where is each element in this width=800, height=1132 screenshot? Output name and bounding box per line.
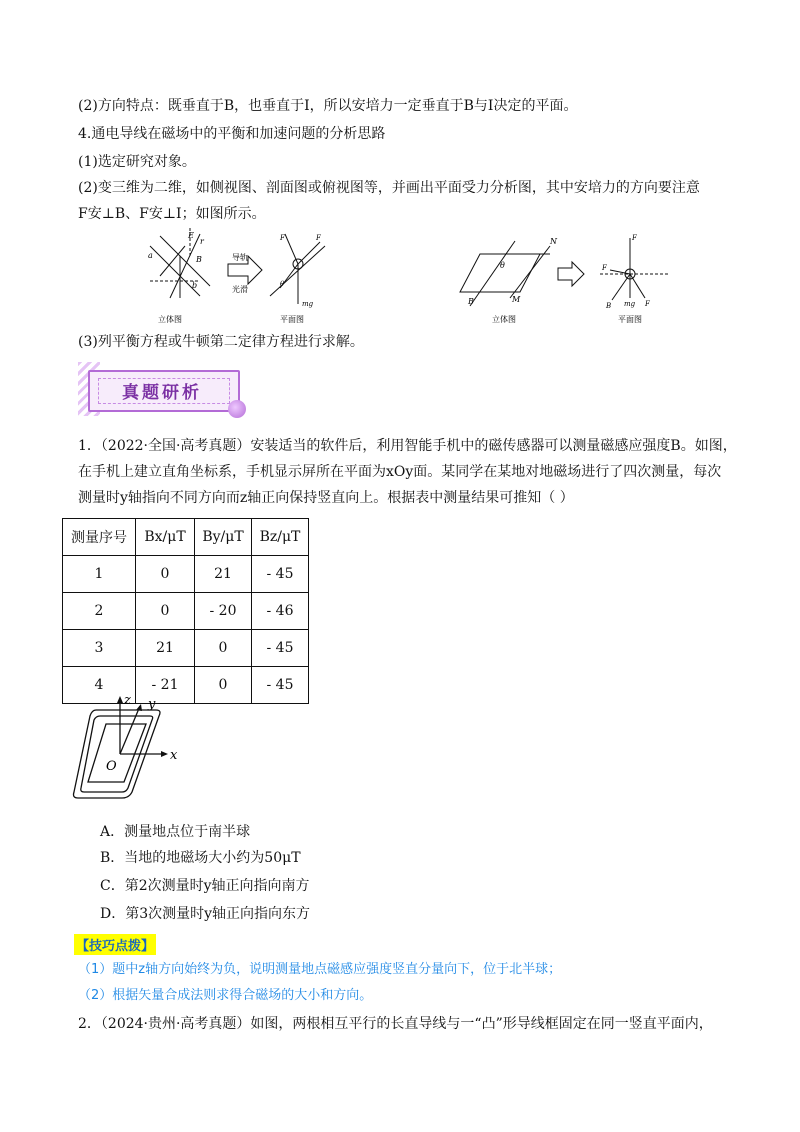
fig1-arrow-label-bottom: 光滑 [232, 285, 248, 294]
option-d: D．第3次测量时y轴正向指向东方 [100, 906, 311, 922]
table-cell: 1 [63, 556, 136, 593]
option-c: C．第2次测量时y轴正向指向南方 [100, 878, 310, 894]
table-cell: 21 [195, 556, 252, 593]
table-cell: 2 [63, 593, 136, 630]
banner-dot [228, 400, 246, 418]
table-cell: - 21 [136, 667, 195, 704]
svg-text:F: F [316, 234, 321, 242]
fig1-arrow-label-top: 导轨 [232, 253, 248, 262]
section-banner [78, 362, 246, 418]
table-header-row [63, 519, 309, 556]
svg-text:M: M [512, 295, 521, 304]
table-header: Bx/μT [136, 519, 195, 556]
phone-axes-diagram [66, 694, 196, 806]
axis-label-y: y [148, 697, 156, 712]
option-a: A．测量地点位于南半球 [100, 824, 251, 840]
force-analysis-figures [140, 226, 680, 326]
table-cell: 0 [195, 630, 252, 667]
svg-text:F: F [602, 264, 607, 272]
axis-label-o: O [106, 759, 117, 774]
svg-text:r: r [200, 237, 204, 246]
table-cell: - 20 [195, 593, 252, 630]
svg-text:F: F [645, 300, 650, 308]
tip-tag: 【技巧点拨】 [74, 934, 156, 955]
table-cell: 0 [136, 593, 195, 630]
body-line-2: 4.通电导线在磁场中的平衡和加速问题的分析思路 [78, 126, 386, 142]
table-cell: 21 [136, 630, 195, 667]
table-cell: - 46 [252, 593, 309, 630]
option-b: B．当地的地磁场大小约为50μT [100, 850, 301, 866]
body-line-3: (1)选定研究对象。 [78, 154, 196, 170]
q2-stem-1: 2．（2024·贵州·高考真题）如图，两根相互平行的长直导线与一“凸”形导线框固定在同一竖直平面内， [78, 1016, 713, 1032]
body-line-1: (2)方向特点：既垂直于B，也垂直于I，所以安培力一定垂直于B与I决定的平面。 [78, 98, 578, 114]
hollow-arrow-icon-2 [558, 262, 584, 286]
table-cell: 0 [136, 556, 195, 593]
svg-text:θ: θ [280, 280, 285, 288]
body-line-4: (2)变三维为二维，如侧视图、剖面图或俯视图等，并画出平面受力分析图，其中安培力的方向要注意 [78, 180, 700, 196]
table-cell: - 45 [252, 630, 309, 667]
banner-title: 真题研析 [122, 383, 202, 403]
table-row [63, 593, 309, 630]
table-cell: - 45 [252, 556, 309, 593]
table-row [63, 630, 309, 667]
table-cell: 0 [195, 667, 252, 704]
fig2-caption-left: 立体图 [492, 315, 516, 324]
table-header: 测量序号 [63, 519, 136, 556]
fig1-caption-right: 平面图 [280, 315, 304, 324]
table-cell: - 45 [252, 667, 309, 704]
svg-text:B: B [468, 297, 474, 306]
q1-stem-3: 测量时y轴指向不同方向而z轴正向保持竖直向上。根据表中测量结果可推知（ ） [78, 490, 574, 506]
svg-text:B: B [606, 302, 612, 310]
table-cell: 3 [63, 630, 136, 667]
svg-text:mg: mg [624, 300, 636, 308]
axis-label-z: z [124, 694, 131, 708]
plane-diagram-2 [600, 238, 670, 300]
body-line-5: F安⊥B、F安⊥I；如图所示。 [78, 206, 266, 222]
tip-line-1: （1）题中z轴方向始终为负，说明测量地点磁感应强度竖直分量向下，位于北半球； [78, 962, 562, 977]
body-line-6: (3)列平衡方程或牛顿第二定律方程进行求解。 [78, 334, 364, 350]
table-header: Bz/μT [252, 519, 309, 556]
fig2-caption-right: 平面图 [618, 315, 642, 324]
svg-text:F: F [632, 234, 637, 242]
table-row [63, 556, 309, 593]
measurement-table [62, 518, 309, 704]
tip-line-2: （2）根据矢量合成法则求得合磁场的大小和方向。 [78, 988, 373, 1003]
svg-text:b: b [192, 281, 198, 290]
svg-text:E: E [188, 231, 194, 240]
svg-text:mg: mg [302, 300, 314, 308]
svg-text:θ: θ [500, 261, 505, 270]
plane-diagram-1 [270, 234, 325, 304]
fig1-caption-left: 立体图 [158, 315, 182, 324]
svg-text:a: a [148, 251, 153, 260]
q1-stem-2: 在手机上建立直角坐标系，手机显示屏所在平面为xOy面。某同学在某地对地磁场进行了四次测量，每次 [78, 464, 722, 480]
svg-text:F: F [280, 234, 285, 242]
svg-text:N: N [550, 237, 557, 246]
svg-text:B: B [196, 255, 202, 264]
table-header: By/μT [195, 519, 252, 556]
axis-label-x: x [170, 748, 178, 763]
q1-stem-1: 1．（2022·全国·高考真题）安装适当的软件后，利用智能手机中的磁传感器可以测量磁感应强度B。如图， [78, 438, 737, 454]
table-cell: 4 [63, 667, 136, 704]
